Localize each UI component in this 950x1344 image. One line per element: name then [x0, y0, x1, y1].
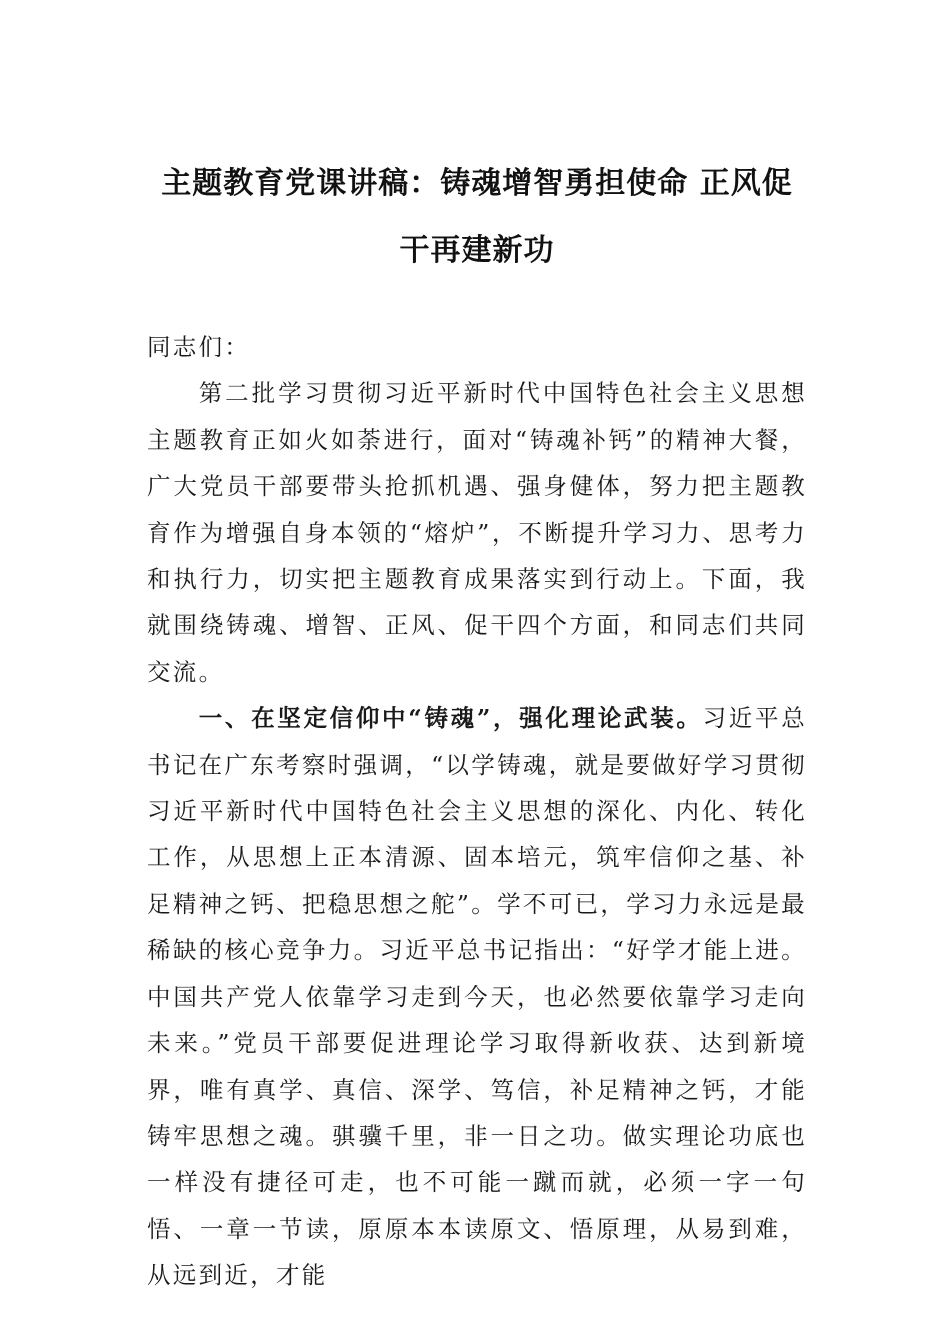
section-one-text: 习近平总书记在广东考察时强调，“以学铸魂，就是要做好学习贯彻习近平新时代中国特色社会主义思想的深化、内化、转化工作，从思想上正本清源、固本培元，筑牢信仰之基、补足精神之钙、把稳思想之舵”。学不可已，学习力永远是最稀缺的核心竞争力。习近平总书记指出：“好学才能上进。中国共产党人依靠学习走到今天，也必然要依靠学习走向未来。”党员干部要促进理论学习取得新收获、达到新境界，唯有真学、真信、深学、笃信，补足精神之钙，才能铸牢思想之魂。骐骥千里，非一日之功。做实理论功底也一样没有捷径可走，也不可能一蹴而就，必须一字一句悟、一章一节读，原原本本读原文、悟原理，从易到难，从远到近，才能 — [147, 704, 807, 1290]
paragraph-section-one — [147, 695, 807, 1298]
document-title: 主题教育党课讲稿：铸魂增智勇担使命 正风促干再建新功 — [161, 166, 793, 268]
document-body — [147, 324, 807, 1299]
salutation: 同志们： — [147, 333, 251, 361]
section-one-heading: 一、在坚定信仰中“铸魂”，强化理论武装。 — [198, 704, 703, 733]
paragraph-intro-text: 第二批学习贯彻习近平新时代中国特色社会主义思想主题教育正如火如荼进行，面对“铸魂补钙”的精神大餐，广大党员干部要带头抢抓机遇、强身健体，努力把主题教育作为增强自身本领的“熔炉”，不断提升学习力、思考力和执行力，切实把主题教育成果落实到行动上。下面，我就围绕铸魂、增智、正风、促干四个方面，和同志们共同交流。 — [147, 379, 807, 686]
paragraph-intro — [147, 370, 807, 695]
document-page — [147, 150, 807, 1299]
